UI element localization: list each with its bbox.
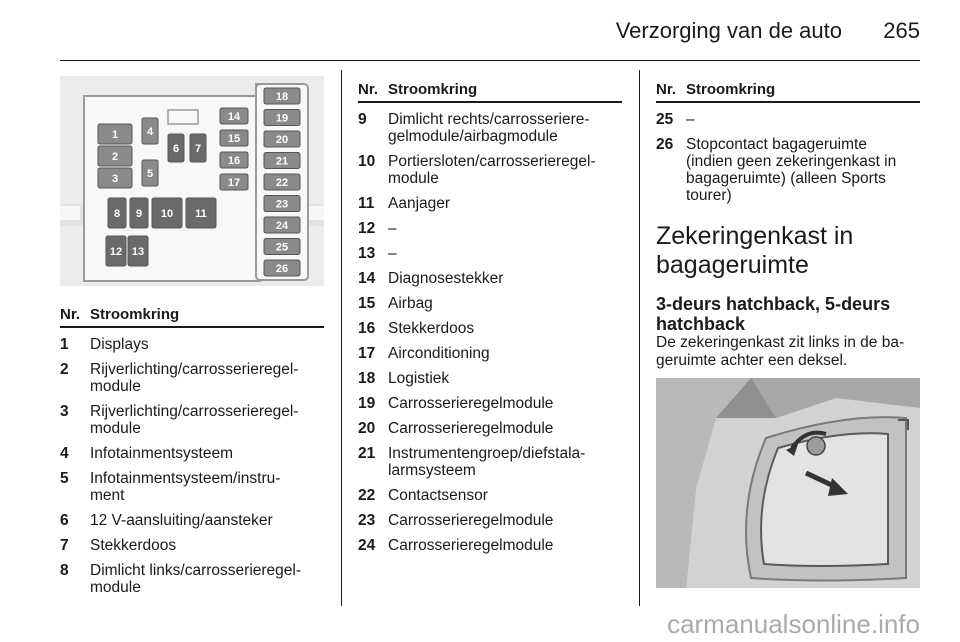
fuse-row — [358, 270, 622, 287]
fuse-number: 8 — [60, 562, 69, 579]
fuse-row — [358, 153, 622, 187]
fuse-number: 18 — [358, 370, 376, 387]
header-rule — [60, 60, 920, 61]
fuse-circuit: Stekkerdoos — [90, 537, 177, 554]
fuse-circuit: Infotainmentsysteem/instru- ment — [90, 470, 281, 504]
fuse-circuit: Rijverlichting/carrosserieregel- module — [90, 361, 299, 395]
fuse-circuit: Infotainmentsysteem — [90, 445, 234, 462]
fuse-table-3 — [656, 81, 920, 370]
fuse-number: 23 — [358, 512, 376, 529]
fuse-label: 26 — [275, 263, 289, 275]
trunk-fuse-cover-photo — [656, 378, 920, 588]
fuse-circuit: Diagnosestekker — [388, 270, 504, 287]
fuse-row — [358, 245, 622, 262]
fuse-number: 25 — [656, 111, 674, 128]
fuse-circuit: Rijverlichting/carrosserieregel- module — [90, 403, 299, 437]
page-header — [0, 0, 960, 62]
fuse-row — [358, 320, 622, 337]
fuse-label: 6 — [172, 143, 180, 155]
table-header — [60, 306, 324, 328]
fuse-circuit: Carrosserieregelmodule — [388, 420, 554, 437]
fuse-number: 7 — [60, 537, 69, 554]
fuse-circuit: Instrumentengroep/diefstala- larmsysteem — [388, 445, 586, 479]
fuse-label: 3 — [111, 173, 119, 185]
fuse-row — [358, 395, 622, 412]
fuse-circuit: Portiersloten/carrosserieregel- module — [388, 153, 596, 187]
fuse-circuit: 12 V-aansluiting/aansteker — [90, 512, 273, 529]
fuse-number: 1 — [60, 336, 69, 353]
header-nr: Nr. — [358, 81, 379, 98]
fuse-circuit: – — [388, 245, 397, 262]
fuse-number: 15 — [358, 295, 376, 312]
fuse-number: 9 — [358, 111, 367, 128]
column-divider — [341, 70, 342, 606]
table-header — [656, 81, 920, 103]
fuse-circuit: Contactsensor — [388, 487, 488, 504]
fuse-label: 12 — [109, 246, 123, 258]
fuse-row — [656, 136, 920, 204]
fuse-circuit: Airbag — [388, 295, 433, 312]
fuse-row — [358, 445, 622, 479]
fuse-label: 11 — [195, 208, 207, 220]
fuse-label: 14 — [227, 111, 241, 123]
watermark: carmanualsonline.info — [667, 609, 920, 639]
fuse-row — [358, 512, 622, 529]
fuse-box-diagram — [60, 76, 324, 286]
fuse-row — [358, 111, 622, 145]
fuse-circuit: – — [686, 111, 695, 128]
fuse-row — [358, 370, 622, 387]
header-nr: Nr. — [60, 306, 81, 323]
section-paragraph: De zekeringenkast zit links in de ba- geruimte achter een deksel. — [656, 334, 905, 369]
fuse-row — [60, 512, 324, 529]
fuse-label: 18 — [275, 91, 289, 103]
fuse-number: 22 — [358, 487, 376, 504]
header-nr: Nr. — [656, 81, 677, 98]
fuse-number: 11 — [358, 195, 375, 212]
fuse-number: 6 — [60, 512, 69, 529]
fuse-number: 5 — [60, 470, 69, 487]
fuse-label: 17 — [227, 177, 241, 189]
fuse-row — [358, 220, 622, 237]
fuse-number: 2 — [60, 361, 69, 378]
fuse-row — [358, 537, 622, 554]
fuse-number: 24 — [358, 537, 376, 554]
fuse-label: 19 — [275, 112, 289, 125]
fuse-label: 22 — [275, 177, 289, 189]
fuse-row — [358, 487, 622, 504]
header-title: Verzorging van de auto — [615, 18, 842, 43]
fuse-row — [60, 336, 324, 353]
fuse-circuit: Carrosserieregelmodule — [388, 537, 554, 554]
fuse-label: 9 — [135, 208, 143, 220]
fuse-row — [60, 537, 324, 554]
fuse-label: 16 — [227, 155, 241, 167]
fuse-label: 25 — [275, 241, 289, 254]
fuse-number: 19 — [358, 395, 376, 412]
fuse-table-2 — [358, 81, 622, 554]
header-circuit: Stroomkring — [388, 81, 478, 98]
fuse-circuit: Displays — [90, 336, 149, 353]
fuse-number: 21 — [358, 445, 376, 462]
fuse-number: 12 — [358, 220, 376, 237]
fuse-number: 3 — [60, 403, 69, 420]
fuse-label: 23 — [275, 198, 289, 211]
fuse-row — [60, 562, 324, 596]
page-number: 265 — [883, 18, 920, 43]
fuse-label: 13 — [131, 246, 145, 258]
fuse-circuit: Stopcontact bagageruimte (indien geen zekeringenkast in bagageruimte) (alleen Sports tourer) — [686, 136, 897, 204]
fuse-label: 1 — [111, 129, 119, 141]
fuse-circuit: Carrosserieregelmodule — [388, 395, 554, 412]
fuse-row — [358, 420, 622, 437]
column-divider — [639, 70, 640, 606]
fuse-number: 4 — [60, 445, 69, 462]
fuse-circuit: Logistiek — [388, 370, 450, 387]
header-circuit: Stroomkring — [686, 81, 776, 98]
fuse-row — [656, 111, 920, 128]
fuse-number: 16 — [358, 320, 376, 337]
fuse-label: 21 — [275, 155, 289, 168]
fuse-row — [358, 295, 622, 312]
fuse-circuit: – — [388, 220, 397, 237]
fuse-number: 14 — [358, 270, 376, 287]
fuse-row — [60, 361, 324, 395]
fuse-circuit: Airconditioning — [388, 345, 490, 362]
fuse-row — [358, 195, 622, 212]
fuse-number: 13 — [358, 245, 376, 262]
fuse-circuit: Aanjager — [388, 195, 451, 212]
fuse-label: 10 — [160, 208, 174, 220]
fuse-circuit: Dimlicht rechts/carrosseriere- gelmodule/airbagmodule — [388, 111, 590, 145]
fuse-label: 5 — [146, 168, 154, 180]
fuse-row — [60, 445, 324, 462]
fuse-row — [60, 403, 324, 437]
fuse-number: 17 — [358, 345, 376, 362]
fuse-label: 8 — [113, 208, 121, 220]
fuse-circuit: Dimlicht links/carrosserieregel- module — [90, 562, 302, 596]
fuse-label: 20 — [275, 134, 289, 146]
fuse-table-1 — [60, 306, 324, 596]
section-heading: Zekeringenkast in bagageruimte — [656, 222, 854, 279]
fuse-row — [358, 345, 622, 362]
fuse-number: 26 — [656, 136, 674, 153]
fuse-label: 2 — [111, 151, 119, 163]
fuse-number: 20 — [358, 420, 376, 437]
table-header — [358, 81, 622, 103]
fuse-row — [60, 470, 324, 504]
fuse-label: 24 — [275, 220, 289, 232]
fuse-circuit: Carrosserieregelmodule — [388, 512, 554, 529]
fuse-label: 15 — [227, 133, 241, 145]
fuse-label: 4 — [146, 126, 154, 138]
header-circuit: Stroomkring — [90, 306, 180, 323]
fuse-number: 10 — [358, 153, 376, 170]
fuse-label: 7 — [194, 143, 202, 155]
section-subheading: 3-deurs hatchback, 5-deurs hatchback — [656, 294, 891, 334]
fuse-circuit: Stekkerdoos — [388, 320, 475, 337]
